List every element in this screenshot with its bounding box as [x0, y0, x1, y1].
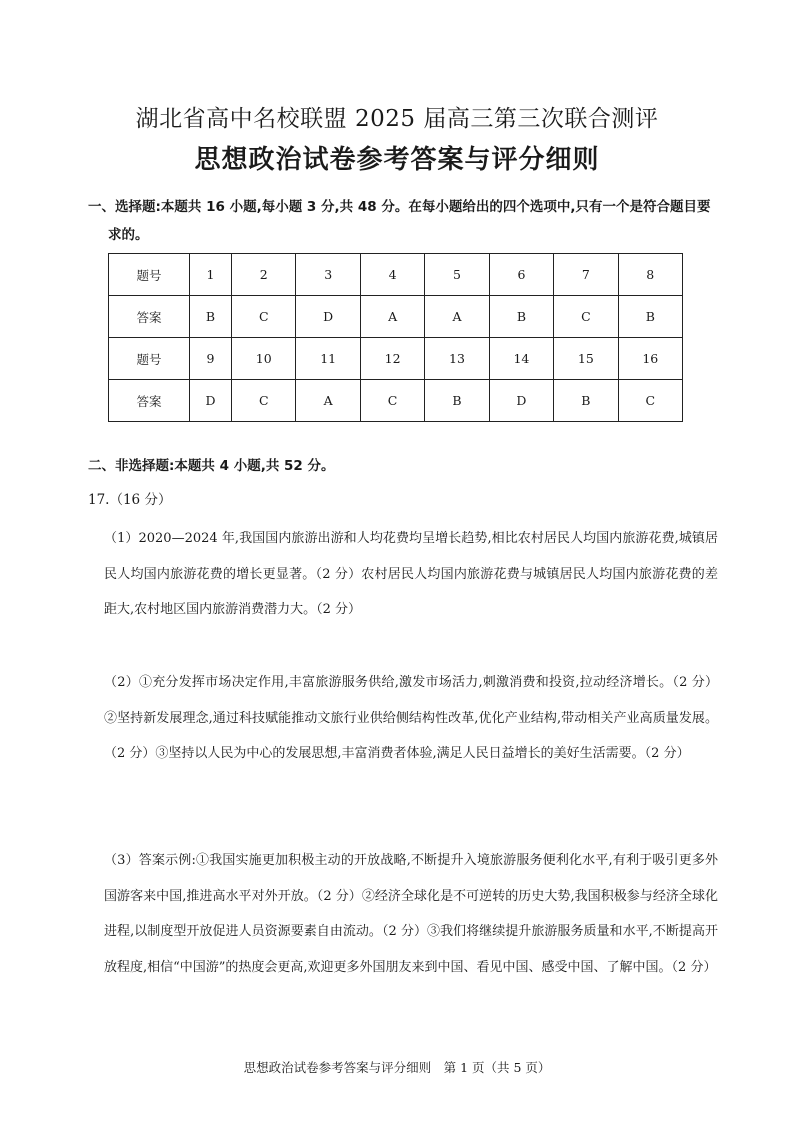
- table-cell: C: [232, 296, 296, 338]
- question-17-heading: 17.（16 分）: [88, 492, 172, 508]
- table-cell: 11: [296, 338, 360, 380]
- table-cell: B: [554, 380, 618, 422]
- table-cell: B: [618, 296, 682, 338]
- table-cell: 2: [232, 254, 296, 296]
- table-cell: 8: [618, 254, 682, 296]
- table-cell: 7: [554, 254, 618, 296]
- document-title: 思想政治试卷参考答案与评分细则: [194, 145, 600, 175]
- table-row-answers-2: [109, 380, 683, 422]
- section1-heading-line2: 求的。: [108, 227, 149, 243]
- table-cell: B: [425, 380, 489, 422]
- table-cell: 6: [489, 254, 553, 296]
- table-cell: A: [360, 296, 424, 338]
- table-cell: 12: [360, 338, 424, 380]
- table-cell: A: [425, 296, 489, 338]
- table-cell: 3: [296, 254, 360, 296]
- table-cell: D: [489, 380, 553, 422]
- table-cell: 14: [489, 338, 553, 380]
- table-cell: B: [190, 296, 232, 338]
- answer-part-2: （2）①充分发挥市场决定作用,丰富旅游服务供给,激发市场活力,刺激消费和投资,拉动经济增长。（2 分）②坚持新发展理念,通过科技赋能推动文旅行业供给侧结构性改革,优化产业结构,带动相关产业高质量发展。（2 分）③坚持以人民为中心的发展思想,丰富消费者体验,满足人民日益增长的美好生活需要。（2 分）: [104, 675, 718, 761]
- table-cell: 10: [232, 338, 296, 380]
- table-cell: 5: [425, 254, 489, 296]
- row-label: 答案: [109, 296, 190, 338]
- table-cell: D: [296, 296, 360, 338]
- answer-part-3: （3）答案示例:①我国实施更加积极主动的开放战略,不断提升入境旅游服务便利化水平,有利于吸引更多外国游客来中国,推进高水平对外开放。（2 分）②经济全球化是不可逆转的历史大势,我国积极参与经济全球化进程,以制度型开放促进人员资源要素自由流动。（2 分）③我们将继续提升旅游服务质量和水平,不断提高开放程度,相信“中国游”的热度会更高,欢迎更多外国朋友来到中国、看见中国、感受中国、了解中国。（2 分）: [104, 853, 718, 975]
- row-label: 题号: [109, 338, 190, 380]
- table-cell: 13: [425, 338, 489, 380]
- table-cell: 16: [618, 338, 682, 380]
- table-cell: A: [296, 380, 360, 422]
- answer-table: [108, 253, 683, 422]
- table-cell: C: [618, 380, 682, 422]
- row-label: 答案: [109, 380, 190, 422]
- table-cell: C: [232, 380, 296, 422]
- table-row-numbers-1: [109, 254, 683, 296]
- table-cell: 4: [360, 254, 424, 296]
- table-cell: 15: [554, 338, 618, 380]
- table-cell: B: [489, 296, 553, 338]
- table-cell: C: [360, 380, 424, 422]
- section1-heading: [88, 193, 728, 249]
- table-cell: D: [190, 380, 232, 422]
- row-label: 题号: [109, 254, 190, 296]
- table-row-numbers-2: [109, 338, 683, 380]
- table-row-answers-1: [109, 296, 683, 338]
- section2-heading: 二、非选择题:本题共 4 小题,共 52 分。: [88, 458, 335, 474]
- table-cell: 9: [190, 338, 232, 380]
- answer-part-1: （1）2020—2024 年,我国国内旅游出游和人均花费均呈增长趋势,相比农村居民人均国内旅游花费,城镇居民人均国内旅游花费的增长更显著。（2 分）农村居民人均国内旅游花费与城镇居民人均国内旅游花费的差距大,农村地区国内旅游消费潜力大。（2 分）: [104, 531, 718, 617]
- page-footer: 思想政治试卷参考答案与评分细则 第 1 页（共 5 页）: [243, 1060, 551, 1075]
- table-cell: 1: [190, 254, 232, 296]
- exam-title: 湖北省高中名校联盟 2025 届高三第三次联合测评: [135, 106, 659, 132]
- section1-heading-line1: 一、选择题:本题共 16 小题,每小题 3 分,共 48 分。在每小题给出的四个选项中,只有一个是符合题目要: [88, 199, 711, 215]
- table-cell: C: [554, 296, 618, 338]
